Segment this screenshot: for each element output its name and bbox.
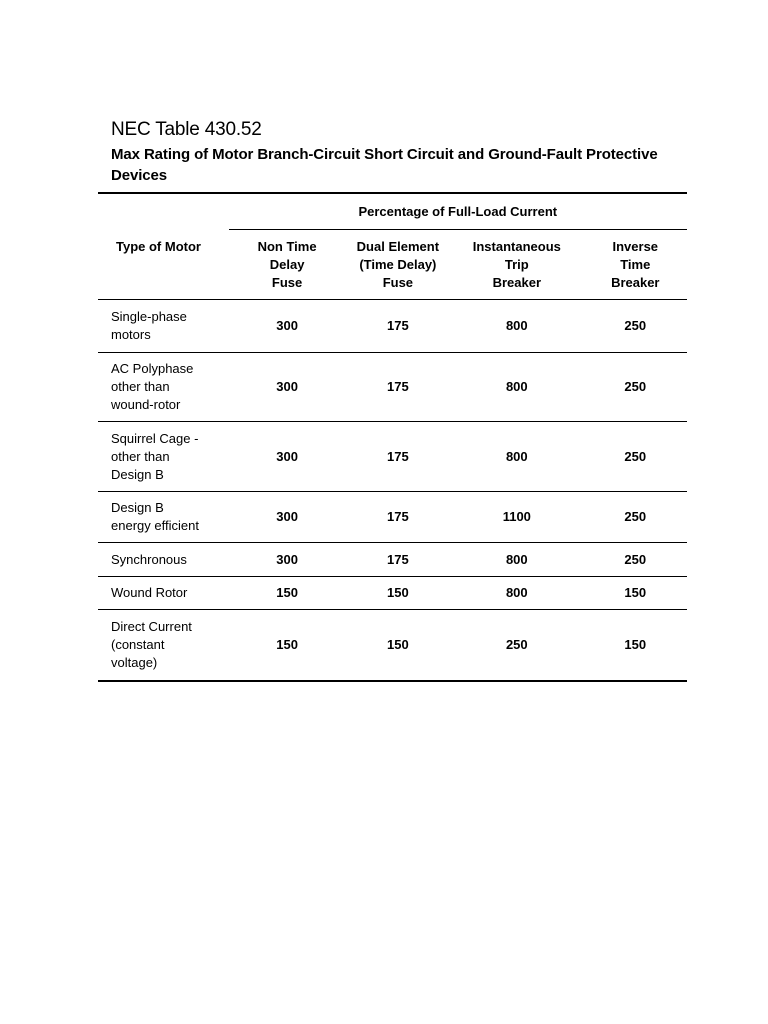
value-cell: 800 — [505, 318, 528, 333]
value-cell: 150 — [387, 636, 409, 652]
table-row — [98, 422, 687, 492]
motor-type-cell: AC Polyphase other than wound-rotor — [111, 361, 194, 412]
nec-motor-protection-table — [98, 192, 687, 682]
value-cell: 1100 — [502, 509, 531, 524]
motor-type-cell: Single-phase motors — [111, 309, 187, 342]
value-cell: 300 — [276, 318, 298, 333]
value-cell: 800 — [505, 448, 528, 464]
table-row — [98, 492, 687, 543]
value-cell: 250 — [624, 509, 647, 524]
value-cell: 300 — [276, 379, 298, 394]
column-header: Inverse Time Breaker — [584, 230, 687, 300]
value-cell: 150 — [624, 585, 647, 600]
value-cell: 250 — [624, 448, 647, 464]
type-of-motor-header: Type of Motor — [98, 193, 229, 300]
motor-type-cell: Wound Rotor — [111, 585, 188, 600]
table-title: NEC Table 430.52 — [111, 119, 262, 140]
value-cell: 175 — [387, 509, 409, 524]
value-cell: 150 — [276, 585, 298, 600]
column-header: Non Time Delay Fuse — [229, 230, 346, 300]
value-cell: 300 — [276, 551, 298, 567]
value-cell: 150 — [624, 636, 647, 652]
value-cell: 150 — [276, 636, 298, 652]
value-cell: 150 — [387, 585, 409, 600]
value-cell: 250 — [624, 551, 647, 567]
column-header: Instantaneous Trip Breaker — [450, 230, 584, 300]
table-row — [98, 610, 687, 681]
value-cell: 800 — [505, 585, 528, 600]
table-subtitle: Max Rating of Motor Branch-Circuit Short Circuit and Ground-Fault Protective Devices — [111, 146, 658, 184]
value-cell: 800 — [505, 551, 528, 567]
table-row — [98, 300, 687, 353]
table-row — [98, 543, 687, 577]
value-cell: 175 — [387, 448, 409, 464]
value-cell: 300 — [276, 509, 298, 524]
value-cell: 250 — [505, 636, 528, 652]
value-cell: 250 — [624, 379, 647, 394]
value-cell: 175 — [387, 551, 409, 567]
motor-type-cell: Synchronous — [111, 551, 187, 567]
motor-type-cell: Direct Current (constant voltage) — [111, 618, 192, 670]
column-header: Dual Element (Time Delay) Fuse — [346, 230, 450, 300]
motor-type-cell: Squirrel Cage - other than Design B — [111, 430, 199, 482]
value-cell: 800 — [505, 379, 528, 394]
percentage-group-header: Percentage of Full-Load Current — [229, 193, 687, 230]
value-cell: 300 — [276, 448, 298, 464]
table-row — [98, 577, 687, 610]
table-row — [98, 353, 687, 422]
value-cell: 250 — [624, 318, 647, 333]
motor-type-cell: Design B energy efficient — [111, 500, 199, 533]
value-cell: 175 — [387, 318, 409, 333]
value-cell: 175 — [387, 379, 409, 394]
